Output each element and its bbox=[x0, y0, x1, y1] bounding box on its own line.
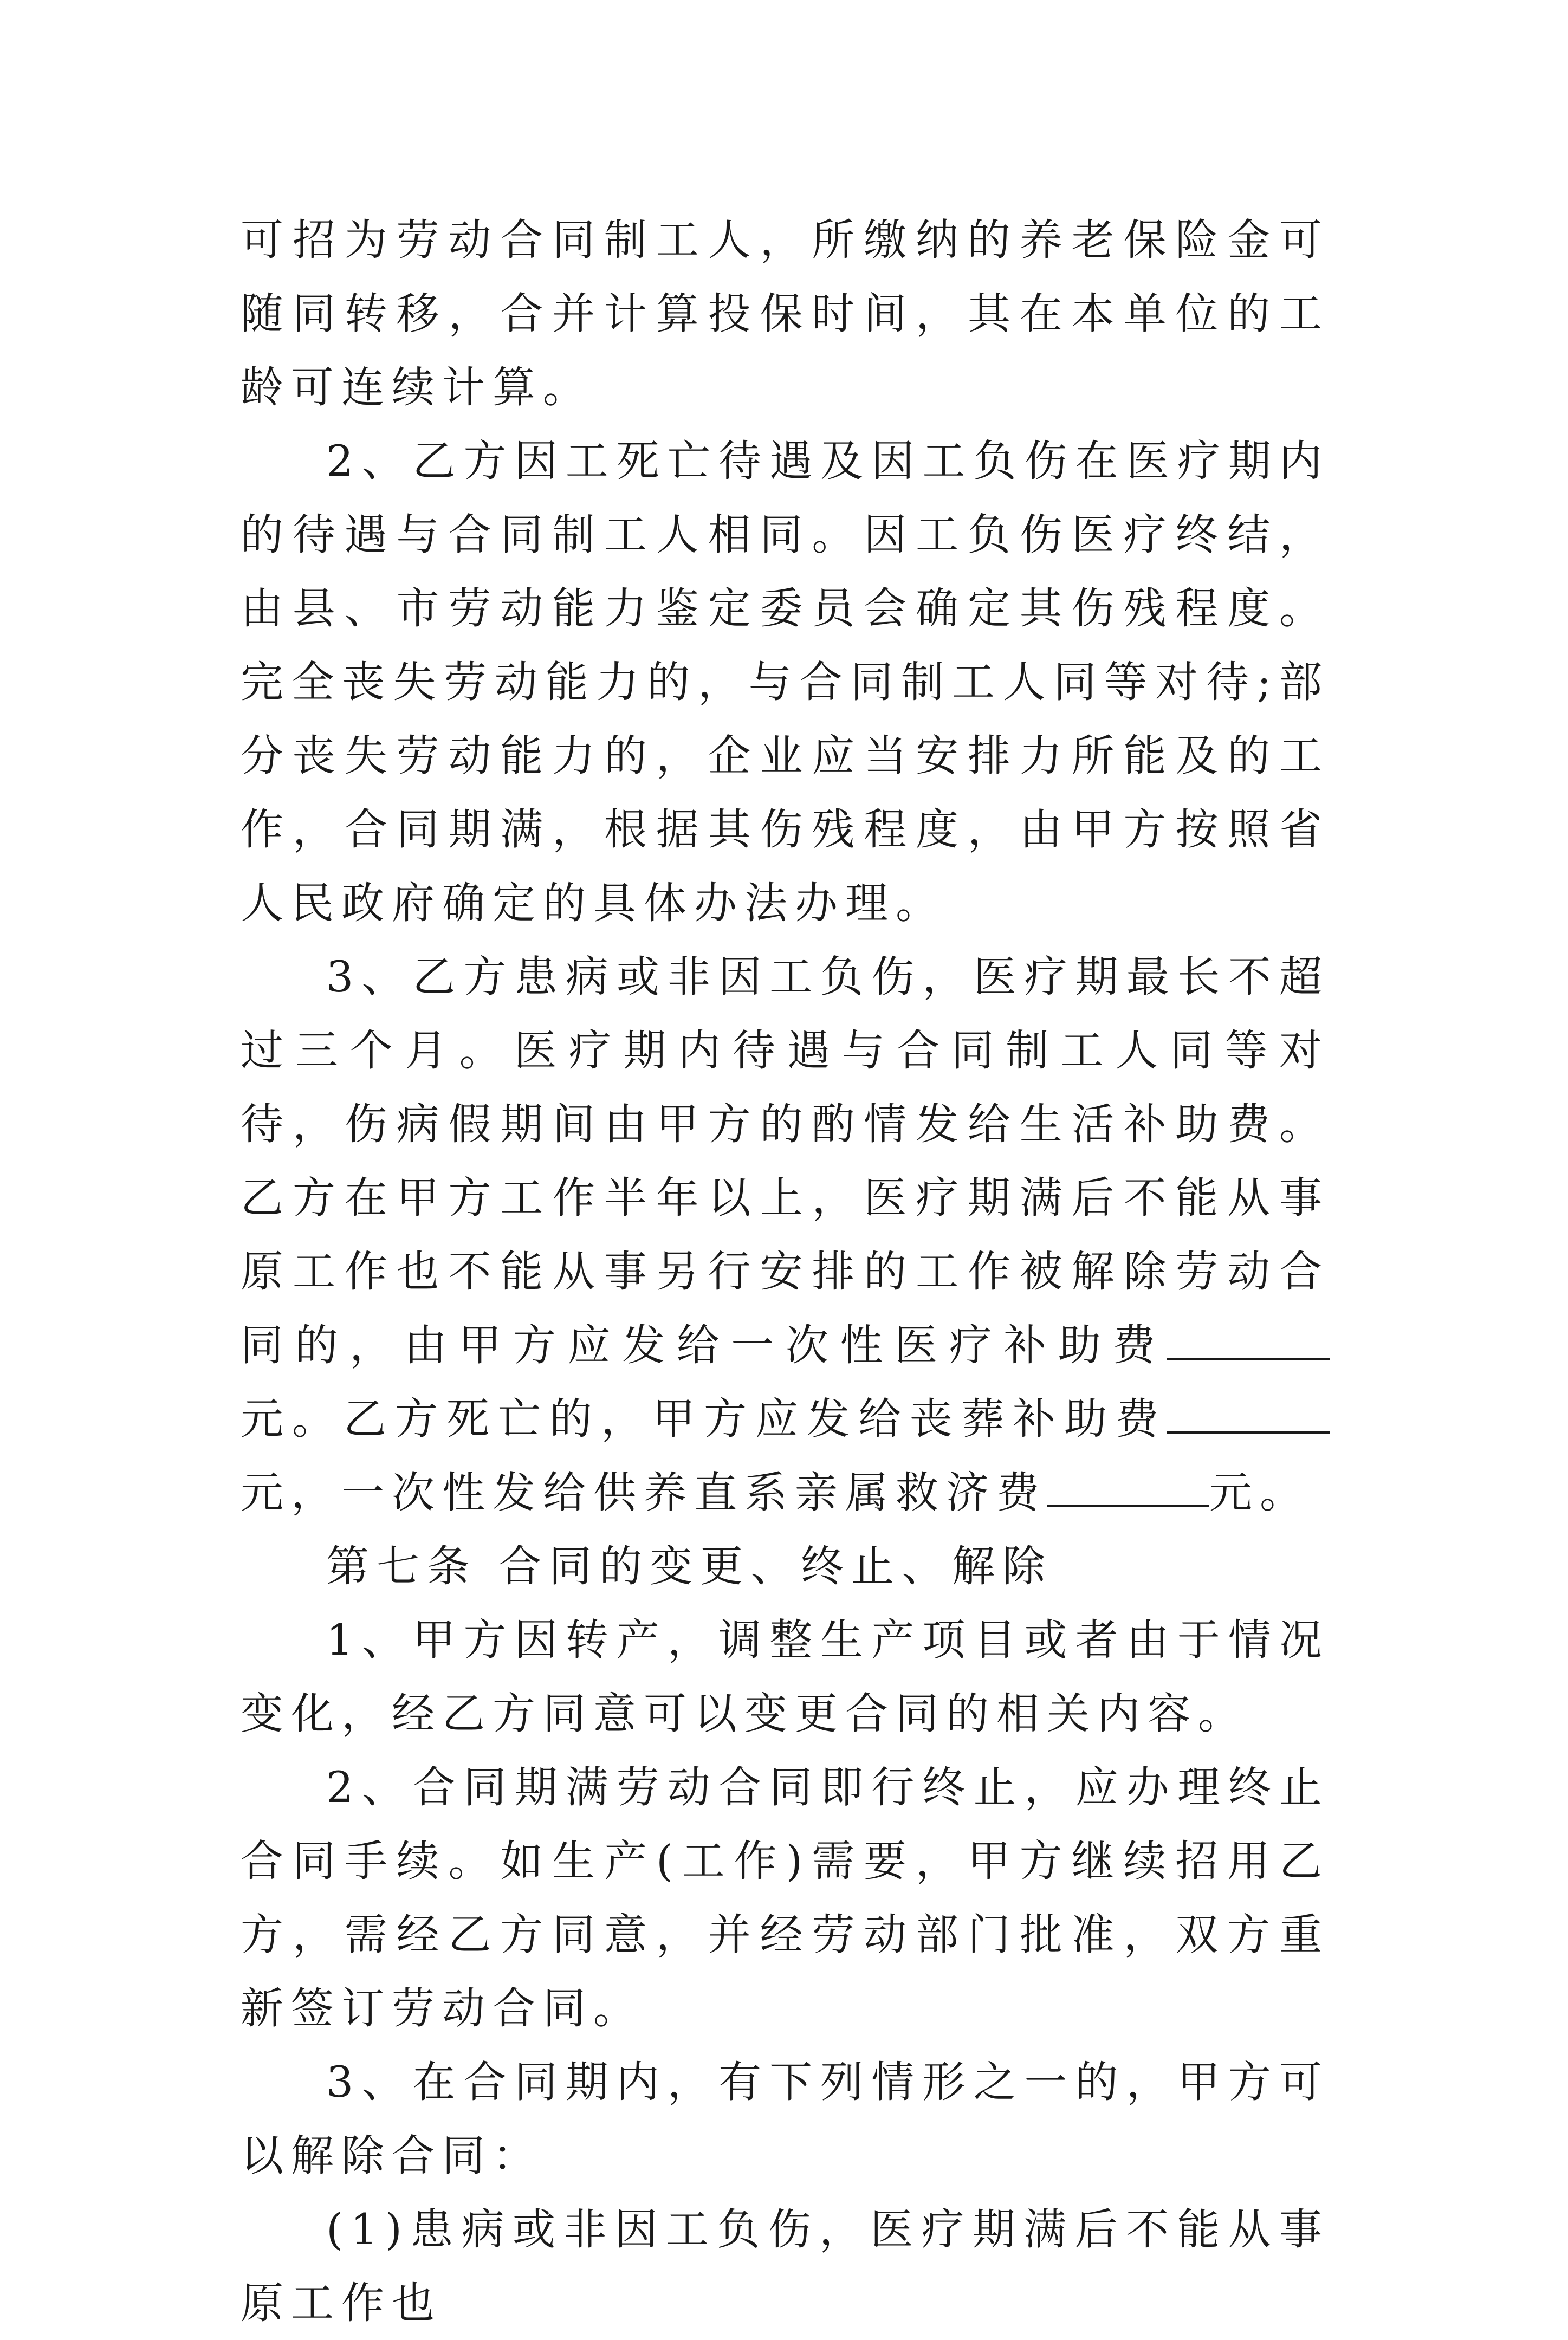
paragraph-contract-termination: 2、合同期满劳动合同即行终止，应办理终止合同手续。如生产(工作)需要，甲方继续招用乙方，需经乙方同意，并经劳动部门批准，双方重新签订劳动合同。 bbox=[241, 1762, 1330, 2033]
illness-subsidy-text-2: 元。乙方死亡的，甲方应发给丧葬补助费 bbox=[241, 1394, 1167, 1444]
illness-subsidy-text-1: 3、乙方患病或非因工负伤，医疗期最长不超过三个月。医疗期内待遇与合同制工人同等对待，伤病假期间由甲方的酌情发给生活补助费。乙方在甲方工作半年以上，医疗期满后不能从事原工作也不能从事另行安排的工作被解除劳动合同的，由甲方应发给一次性医疗补助费 bbox=[241, 952, 1330, 1370]
article-seven-heading: 第七条 合同的变更、终止、解除 bbox=[326, 1541, 1053, 1591]
paragraph-condition-one: (1)患病或非因工负伤，医疗期满后不能从事原工作也 bbox=[241, 2205, 1330, 2328]
contract-body bbox=[241, 203, 1330, 2340]
relief-fund-amount-blank bbox=[1047, 1467, 1209, 1507]
illness-subsidy-text-4: 元。 bbox=[1209, 1468, 1310, 1518]
paragraph-continued-clause: 可招为劳动合同制工人，所缴纳的养老保险金可随同转移，合并计算投保时间，其在本单位的工龄可连续计算。 bbox=[241, 215, 1330, 412]
illness-subsidy-text-3: 元，一次性发给供养直系亲属救济费 bbox=[241, 1468, 1047, 1518]
paragraph-contract-change: 1、甲方因转产，调整生产项目或者由于情况变化，经乙方同意可以变更合同的相关内容。 bbox=[241, 1615, 1330, 1739]
medical-subsidy-amount-blank bbox=[1167, 1320, 1330, 1360]
funeral-subsidy-amount-blank bbox=[1167, 1393, 1330, 1434]
paragraph-dissolution-conditions: 3、在合同期内，有下列情形之一的，甲方可以解除合同： bbox=[241, 2057, 1330, 2181]
paragraph-work-injury-treatment: 2、乙方因工死亡待遇及因工负伤在医疗期内的待遇与合同制工人相同。因工负伤医疗终结，由县、市劳动能力鉴定委员会确定其伤残程度。完全丧失劳动能力的，与合同制工人同等对待;部分丧失劳动能力的，企业应当安排力所能及的工作，合同期满，根据其伤残程度，由甲方按照省人民政府确定的具体办法办理。 bbox=[241, 436, 1330, 928]
paragraph-illness-subsidy bbox=[241, 940, 1330, 1529]
